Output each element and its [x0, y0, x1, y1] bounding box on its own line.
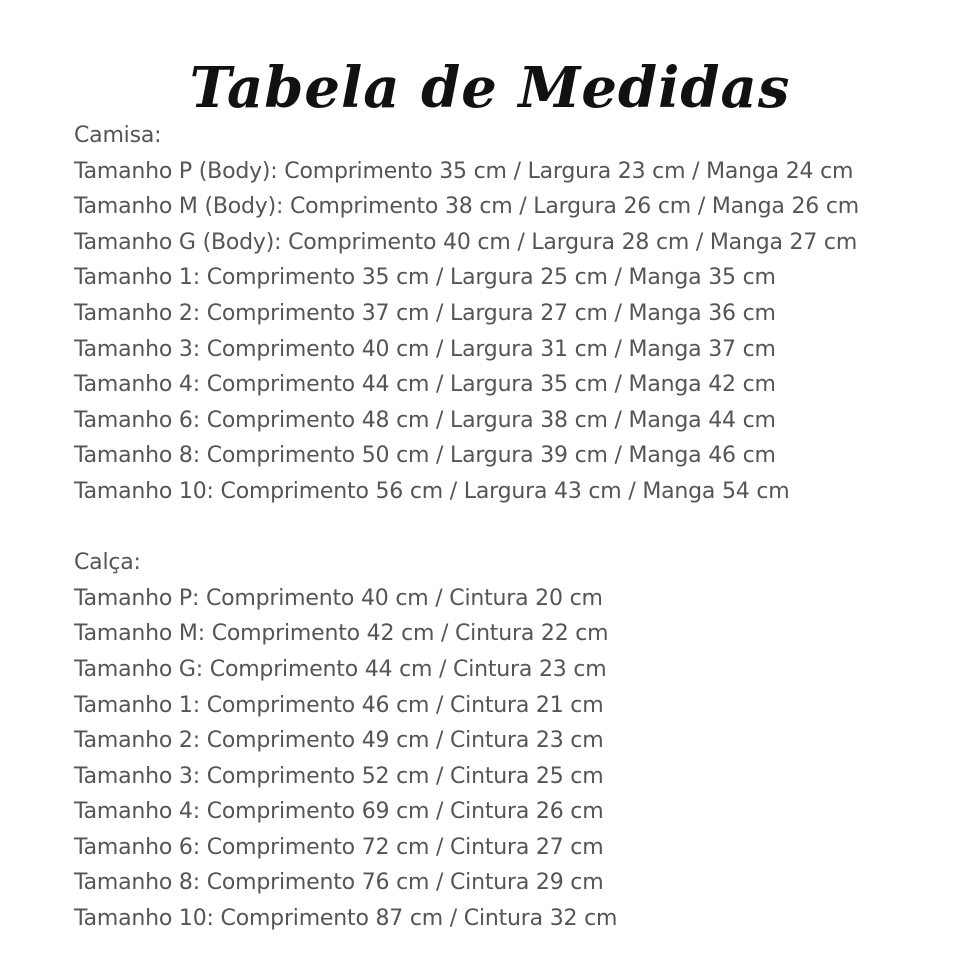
- camisa-line: Tamanho 2: Comprimento 37 cm / Largura 27 cm / Manga 36 cm: [74, 300, 776, 326]
- calca-line: Tamanho 6: Comprimento 72 cm / Cintura 27 cm: [74, 834, 604, 860]
- camisa-line: Tamanho 10: Comprimento 56 cm / Largura 43 cm / Manga 54 cm: [74, 478, 790, 504]
- camisa-line: Tamanho P (Body): Comprimento 35 cm / Largura 23 cm / Manga 24 cm: [74, 158, 854, 184]
- camisa-line: Tamanho M (Body): Comprimento 38 cm / Largura 26 cm / Manga 26 cm: [74, 194, 859, 220]
- measurements-content: [74, 118, 954, 937]
- camisa-line: Tamanho 3: Comprimento 40 cm / Largura 31 cm / Manga 37 cm: [74, 336, 776, 362]
- calca-line: Tamanho 8: Comprimento 76 cm / Cintura 29 cm: [74, 870, 604, 896]
- calca-line: Tamanho 2: Comprimento 49 cm / Cintura 23 cm: [74, 728, 604, 754]
- calca-line: Tamanho G: Comprimento 44 cm / Cintura 23 cm: [74, 656, 607, 682]
- section-spacer: [74, 510, 954, 546]
- camisa-line: Tamanho G (Body): Comprimento 40 cm / Largura 28 cm / Manga 27 cm: [74, 229, 858, 255]
- calca-line: Tamanho P: Comprimento 40 cm / Cintura 20 cm: [74, 585, 603, 611]
- calca-line: Tamanho 1: Comprimento 46 cm / Cintura 21 cm: [74, 692, 604, 718]
- camisa-line: Tamanho 4: Comprimento 44 cm / Largura 35 cm / Manga 42 cm: [74, 372, 776, 398]
- calca-heading: Calça:: [74, 550, 141, 576]
- camisa-line: Tamanho 8: Comprimento 50 cm / Largura 39 cm / Manga 46 cm: [74, 443, 776, 469]
- camisa-section: [74, 118, 954, 510]
- calca-line: Tamanho 3: Comprimento 52 cm / Cintura 25 cm: [74, 763, 604, 789]
- calca-line: Tamanho 4: Comprimento 69 cm / Cintura 26 cm: [74, 799, 604, 825]
- camisa-line: Tamanho 1: Comprimento 35 cm / Largura 25 cm / Manga 35 cm: [74, 265, 776, 291]
- camisa-heading: Camisa:: [74, 123, 162, 148]
- calca-line: Tamanho M: Comprimento 42 cm / Cintura 22 cm: [74, 621, 609, 647]
- page-title: Tabela de Medidas: [189, 55, 791, 121]
- camisa-line: Tamanho 6: Comprimento 48 cm / Largura 38 cm / Manga 44 cm: [74, 407, 776, 433]
- calca-section: [74, 545, 954, 937]
- calca-line: Tamanho 10: Comprimento 87 cm / Cintura 32 cm: [74, 906, 618, 932]
